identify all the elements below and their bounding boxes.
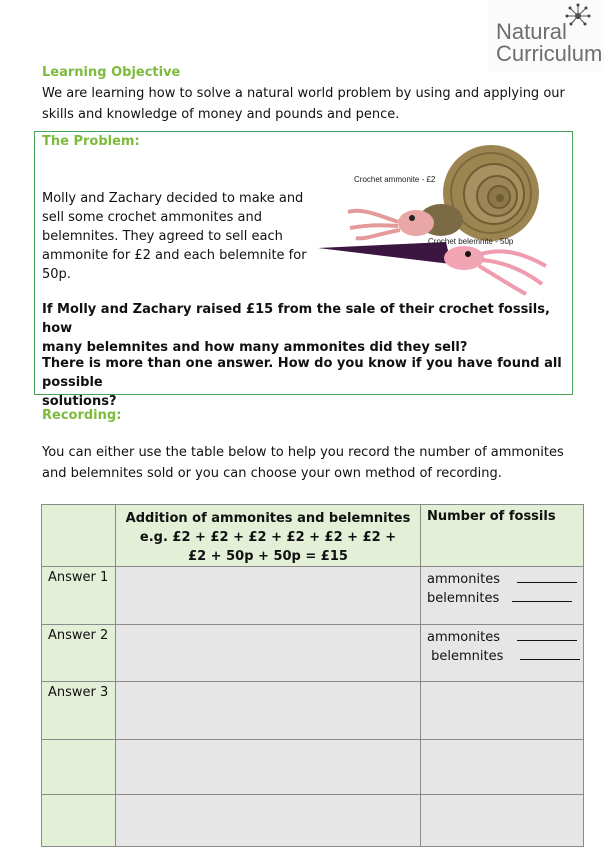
belemnites-label: belemnites	[431, 649, 504, 664]
belemnites-blank[interactable]	[512, 590, 572, 602]
fossils-cell[interactable]	[421, 740, 584, 795]
row-label: Answer 3	[42, 682, 116, 740]
natural-curriculum-logo	[488, 0, 604, 72]
row-label: Answer 2	[42, 625, 116, 682]
problem-intro-line: sell some crochet ammonites and	[42, 210, 262, 225]
question-line: many belemnites and how many ammonites did they sell?	[42, 340, 468, 355]
recording-heading: Recording:	[42, 408, 122, 423]
addition-cell[interactable]	[116, 795, 421, 847]
problem-intro-line: belemnites. They agreed to sell each	[42, 229, 283, 244]
problem-intro-line: 50p.	[42, 267, 71, 282]
fossils-cell[interactable]	[421, 795, 584, 847]
row-label: Answer 1	[42, 567, 116, 625]
crochet-fossils-photo	[316, 138, 556, 298]
question-line: There is more than one answer. How do you know if you have found all possible	[42, 356, 562, 390]
question-line: If Molly and Zachary raised £15 from the sale of their crochet fossils, how	[42, 302, 550, 336]
question-line: solutions?	[42, 394, 117, 409]
fossils-cell[interactable]	[421, 567, 584, 625]
header-addition-line: £2 + 50p + 50p = £15	[188, 549, 348, 564]
ammonites-label: ammonites	[427, 572, 500, 587]
table-row	[42, 567, 584, 625]
addition-cell[interactable]	[116, 740, 421, 795]
header-addition-line: Addition of ammonites and belemnites	[125, 511, 411, 526]
ammonite-photo	[348, 145, 539, 241]
table-row	[42, 795, 584, 847]
logo-line-2: Curriculum	[496, 41, 603, 66]
ammonites-blank[interactable]	[517, 571, 577, 583]
problem-heading: The Problem:	[42, 134, 140, 149]
header-addition-cell	[116, 505, 421, 567]
table-row	[42, 682, 584, 740]
recording-line-1: You can either use the table below to help you record the number of ammonites	[42, 445, 564, 460]
logo-line-1: Natural	[496, 19, 567, 44]
table-header-row	[42, 505, 584, 567]
recording-table	[41, 504, 584, 847]
header-addition-line: e.g. £2 + £2 + £2 + £2 + £2 + £2 +	[139, 530, 397, 545]
problem-intro-line: ammonite for £2 and each belemnite for	[42, 248, 307, 263]
recording-line-2: and belemnites sold or you can choose your own method of recording.	[42, 466, 502, 481]
header-fossils-cell: Number of fossils	[421, 505, 584, 567]
ammonites-blank[interactable]	[517, 629, 577, 641]
belemnite-photo-label: Crochet belemnite - 50p	[428, 237, 514, 246]
learning-objective-heading: Learning Objective	[42, 65, 181, 80]
ammonites-label: ammonites	[427, 630, 500, 645]
learning-objective-line-2: skills and knowledge of money and pounds and pence.	[42, 107, 400, 122]
addition-cell[interactable]	[116, 625, 421, 682]
row-label	[42, 740, 116, 795]
row-label	[42, 795, 116, 847]
header-blank-cell	[42, 505, 116, 567]
learning-objective-line-1: We are learning how to solve a natural world problem by using and applying our	[42, 86, 565, 101]
problem-intro	[42, 189, 312, 284]
problem-intro-line: Molly and Zachary decided to make and	[42, 191, 304, 206]
belemnite-photo	[318, 242, 546, 294]
problem-question-2	[42, 354, 568, 411]
table-row	[42, 740, 584, 795]
addition-cell[interactable]	[116, 682, 421, 740]
ammonite-photo-label: Crochet ammonite - £2	[354, 175, 436, 184]
belemnites-label: belemnites	[427, 591, 500, 606]
problem-question-1	[42, 300, 568, 357]
belemnites-blank[interactable]	[520, 648, 580, 660]
addition-cell[interactable]	[116, 567, 421, 625]
table-row	[42, 625, 584, 682]
fossils-cell[interactable]	[421, 682, 584, 740]
fossils-cell[interactable]	[421, 625, 584, 682]
